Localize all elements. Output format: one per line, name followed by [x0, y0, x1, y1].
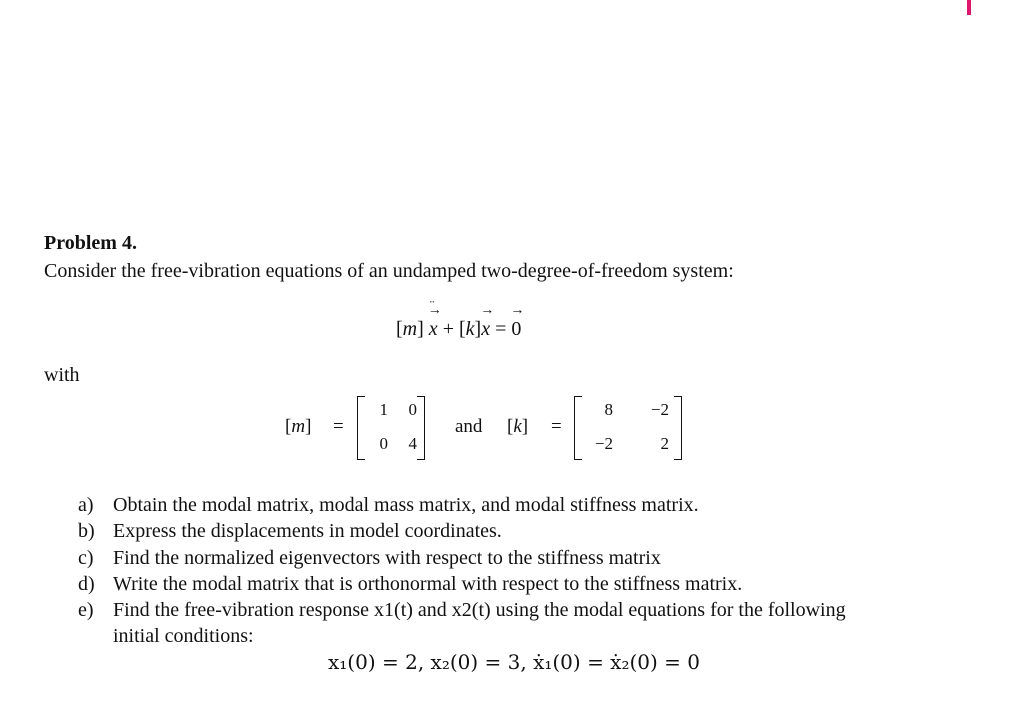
- eq-k-open: [: [458, 318, 466, 340]
- task-text: Express the displacements in model coordinates.: [113, 520, 502, 543]
- mass-matrix-equals: =: [333, 416, 344, 437]
- mass-matrix-cell: 0: [408, 400, 417, 419]
- task-letter: d): [78, 572, 95, 595]
- stiffness-matrix-cell: −2: [594, 434, 613, 453]
- task-item: [78, 545, 873, 571]
- stiffness-matrix-label: [k]: [507, 416, 529, 437]
- mass-matrix-label: [m]: [285, 416, 312, 437]
- stiffness-matrix-equals: =: [551, 416, 562, 437]
- eq-zero-vector: → 0: [511, 318, 521, 341]
- equation-of-motion: [396, 318, 521, 341]
- corner-marker: [967, 0, 971, 15]
- stiffness-matrix-cell: 2: [660, 434, 669, 453]
- task-letter: b): [78, 520, 95, 543]
- task-letter: c): [78, 546, 94, 569]
- mass-matrix: [357, 396, 425, 460]
- eq-acceleration-vector: → x ¨: [429, 318, 438, 341]
- stiffness-matrix-cell: −2: [650, 400, 669, 419]
- eq-equals: =: [495, 318, 507, 340]
- mass-matrix-cell: 0: [379, 434, 388, 453]
- task-text: Write the modal matrix that is orthonormal with respect to the stiffness matrix.: [113, 572, 743, 595]
- mass-matrix-cell: 4: [408, 434, 417, 453]
- task-item: [78, 597, 873, 650]
- task-item: [78, 518, 873, 544]
- stiffness-matrix-cell: 8: [604, 400, 613, 419]
- eq-m-close: ]: [417, 318, 424, 340]
- task-letter: a): [78, 494, 94, 516]
- task-text: Find the free-vibration response x1(t) and x2(t) using the modal equations for the following initial conditions:: [113, 599, 846, 648]
- problem-title: Problem 4.: [44, 232, 137, 254]
- eq-displacement-vector: → x: [481, 318, 490, 341]
- initial-conditions: x₁(0) = 2, x₂(0) = 3, ẋ₁(0) = ẋ₂(0) = 0: [328, 650, 701, 674]
- task-letter: e): [78, 599, 94, 622]
- eq-m-open: [: [396, 318, 403, 340]
- eq-m-symbol: m: [402, 318, 418, 340]
- task-item: [78, 492, 873, 518]
- mass-matrix-cell: 1: [379, 400, 388, 419]
- task-text: Find the normalized eigenvectors with respect to the stiffness matrix: [113, 546, 661, 569]
- and-label: and: [455, 416, 483, 437]
- stiffness-matrix: [574, 396, 682, 460]
- task-text: Obtain the modal matrix, modal mass matrix, and modal stiffness matrix.: [113, 494, 699, 516]
- problem-intro: Consider the free-vibration equations of an undamped two-degree-of-freedom system:: [44, 260, 734, 282]
- eq-k-symbol: k: [465, 318, 475, 340]
- eq-plus: +: [442, 318, 454, 340]
- task-list: [78, 492, 873, 650]
- task-item: [78, 571, 873, 597]
- with-label: with: [44, 364, 80, 386]
- eq-k-close: ]: [474, 318, 482, 340]
